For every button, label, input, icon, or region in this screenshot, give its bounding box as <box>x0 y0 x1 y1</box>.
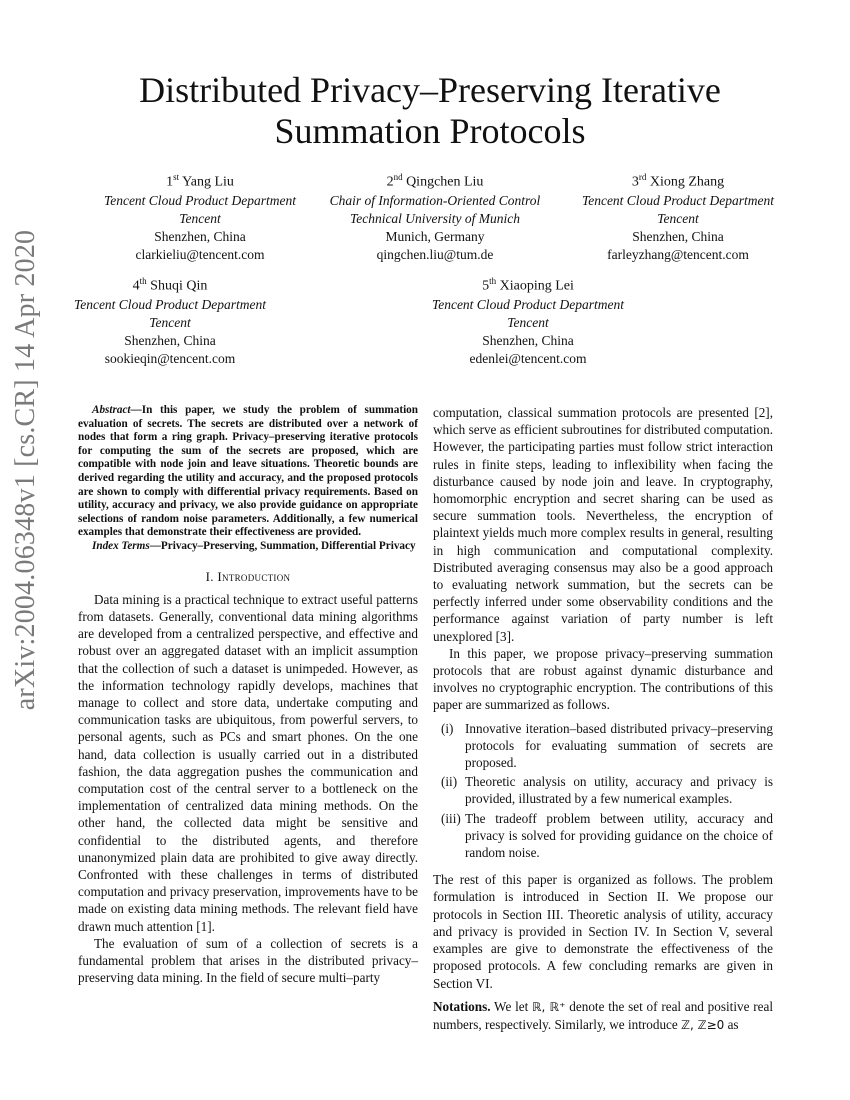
author-email: qingchen.liu@tum.de <box>376 246 494 262</box>
list-item: (i) Innovative iteration–based distributed privacy–preserving protocols for evaluating summation of secrets are proposed. <box>441 720 773 771</box>
intro-paragraph-2: The evaluation of sum of a collection of secrets is a fundamental problem that arises in the distributed privacy–preserving data mining. In the field of secure multi–party <box>78 935 418 986</box>
index-terms-label: Index Terms <box>92 539 150 552</box>
author-city: Shenzhen, China <box>482 332 574 348</box>
author-block-1 <box>70 168 330 264</box>
right-column <box>433 404 773 1034</box>
author-block-4 <box>40 272 300 368</box>
intro-paragraph-4: In this paper, we propose privacy–preserving summation protocols that are robust against dynamic disturbance and involves no cryptographic encryption. The contributions of this paper are summarized as follows. <box>433 645 773 713</box>
author-organization: Tencent <box>507 314 549 330</box>
author-block-5 <box>398 272 658 368</box>
author-city: Shenzhen, China <box>632 228 724 244</box>
author-name: 3rd Xiong Zhang <box>631 172 725 190</box>
author-email: farleyzhang@tencent.com <box>607 246 749 262</box>
author-affiliation: Chair of Information-Oriented Control <box>329 192 541 208</box>
section-heading-introduction: I. Introduction <box>205 568 291 584</box>
real-number-symbols: ℝ, ℝ⁺ <box>532 999 566 1014</box>
author-organization: Technical University of Munich <box>349 210 521 226</box>
intro-paragraph-1: Data mining is a practical technique to extract useful patterns from datasets. Generally, conventional data mining algorithms are developed from a centralized perspective, and effective and robust over an aggregated dataset with an implicit assumption that the collection of such a dataset is unimpeded. However, as the information technology rapidly develops, machines that manage to collect and store data, undertake computing and communication tasks are ubiquitous, from powerful servers, to personal agents, such as PCs and smart phones. On the one hand, data collection is usually carried out in a distributed fashion, the data aggregation pushes the communication and computation cost of the central server to a bottleneck on the implementation of centralized data mining methods. On the other hand, the collected data might be sensitive and confidential to the distributed agents, and therefore unanonymized plain data are prohibited to give away directly. Confronted with these challenges in terms of distributed computation and privacy preservation, improvements have to be made on existing data mining methods. The relevant field have drawn much attention [1]. <box>78 591 418 934</box>
author-name: 4th Shuqi Qin <box>132 276 208 294</box>
left-column <box>78 404 418 986</box>
arxiv-id-text: arXiv:2004.06348v1 [cs.CR] 14 Apr 2020 <box>10 229 41 711</box>
author-email: edenlei@tencent.com <box>469 350 587 366</box>
author-city: Shenzhen, China <box>124 332 216 348</box>
author-organization: Tencent <box>657 210 699 226</box>
list-item: (iii) The tradeoff problem between utility, accuracy and privacy is solved for providing guidance on the choice of random noise. <box>441 810 773 861</box>
author-affiliation: Tencent Cloud Product Department <box>73 296 267 312</box>
author-email: sookieqin@tencent.com <box>104 350 236 366</box>
index-terms <box>78 540 418 554</box>
author-block-2 <box>305 168 565 264</box>
arxiv-watermark <box>0 0 52 1100</box>
abstract-label: Abstract <box>92 404 131 416</box>
author-organization: Tencent <box>149 314 191 330</box>
notations-label: Notations. <box>433 998 491 1014</box>
intro-paragraph-3: computation, classical summation protocols are presented [2], which serve as efficient subroutines for distributed computation. However, the participating parties must follow strict interaction rules in finite steps, leading to inflexibility when facing the disturbance caused by node join and leave. In cryptography, homomorphic encryption and secret sharing can be used as secure summation tools. Nevertheless, the encryption of plaintext yields much more complex results in general, resulting in high communication and computational complexity. Distributed averaging consensus may also be a good approach to evaluating network summation, but the secrets can be perfectly inferred under some observability conditions and the performance against variation of party number is left unexplored [3]. <box>433 405 773 644</box>
paper-title: Distributed Privacy–Preserving Iterative Summation Protocols <box>139 70 721 151</box>
integer-symbols: ℤ, ℤ≥0 <box>681 1017 725 1032</box>
author-city: Shenzhen, China <box>154 228 246 244</box>
author-block-3 <box>548 168 808 264</box>
author-affiliation: Tencent Cloud Product Department <box>103 192 297 208</box>
organization-paragraph: The rest of this paper is organized as follows. The problem formulation is introduced in Section II. We propose our protocols in Section III. Theoretic analysis of utility, accuracy and privacy is provided in Section IV. In Section V, several examples are give to demonstrate the effectiveness of the proposed protocols. A few concluding remarks are given in Section VI. <box>433 872 773 991</box>
author-name: 1st Yang Liu <box>166 172 234 190</box>
author-affiliation: Tencent Cloud Product Department <box>581 192 775 208</box>
author-affiliation: Tencent Cloud Product Department <box>431 296 625 312</box>
author-city: Munich, Germany <box>385 228 485 244</box>
author-name: 2nd Qingchen Liu <box>386 172 484 190</box>
notations-paragraph: Notations. We let ℝ, ℝ⁺ denote the set of real and positive real numbers, respectively. Similarly, we introduce ℤ, ℤ≥0 as <box>433 998 773 1032</box>
index-terms-text: —Privacy–Preserving, Summation, Differential Privacy <box>149 539 416 552</box>
author-organization: Tencent <box>179 210 221 226</box>
abstract <box>78 404 418 540</box>
list-item: (ii) Theoretic analysis on utility, accuracy and privacy is provided, illustrated by a few numerical examples. <box>441 774 773 807</box>
author-name: 5th Xiaoping Lei <box>482 276 574 294</box>
author-email: clarkieliu@tencent.com <box>135 246 265 262</box>
contributions-list <box>433 720 773 862</box>
abstract-text: —In this paper, we study the problem of summation evaluation of secrets. The secrets are distributed over a network of nodes that form a ring graph. Privacy–preserving iterative protocols for computing the sum of the secrets are proposed, which are compatible with node join and leave situations. Theoretic bounds are derived regarding the utility and accuracy, and the proposed protocols are shown to comply with differential privacy requirements. Based on utility, accuracy and privacy, we also provide guidance on appropriate selections of random noise parameters. Additionally, a few numerical examples that demonstrate their effectiveness are provided. <box>78 404 418 539</box>
